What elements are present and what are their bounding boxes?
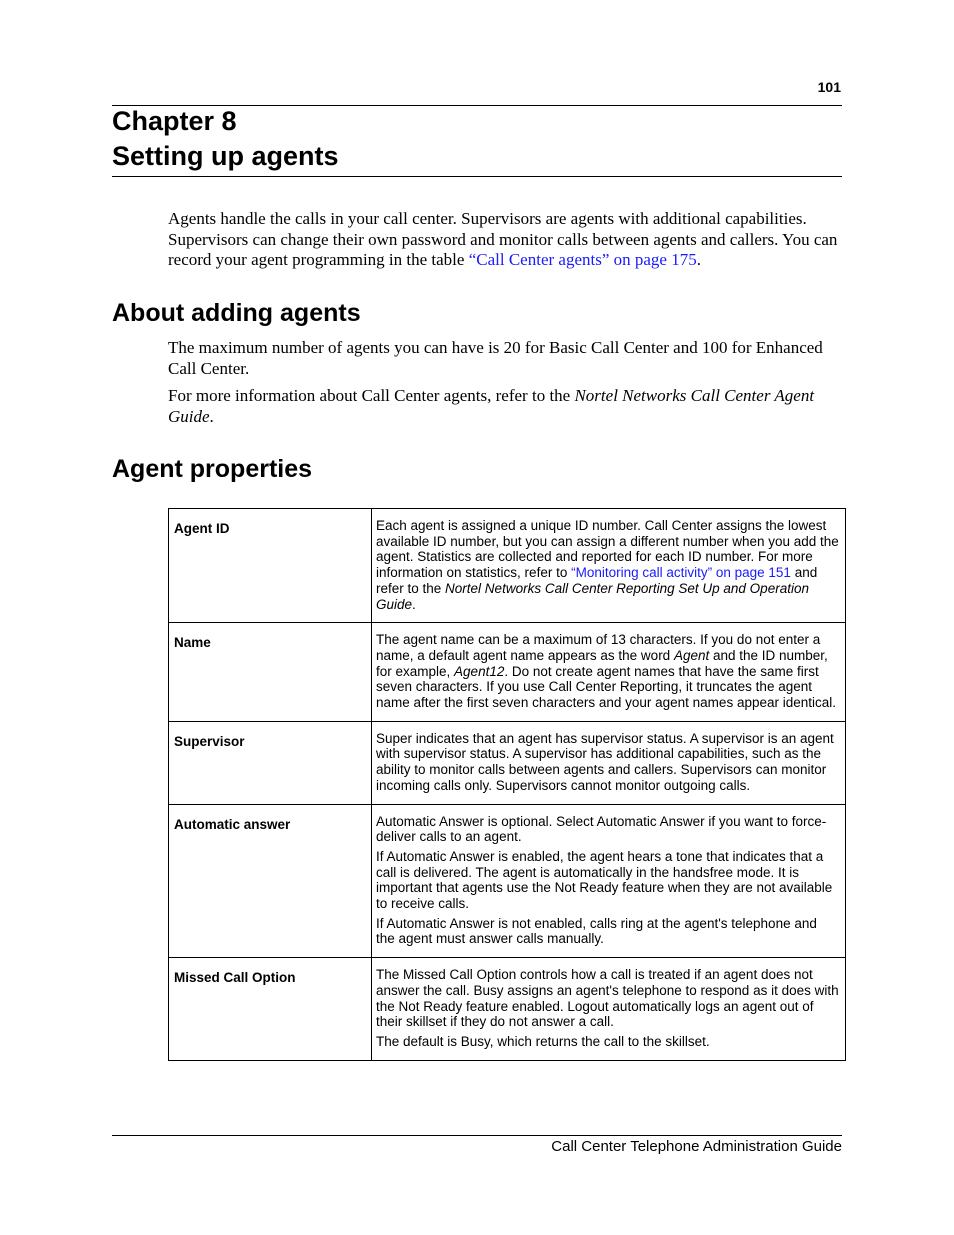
description-text: and refer to the (376, 565, 818, 596)
page-number: 101 (817, 79, 841, 95)
agent-guide-title: Nortel Networks Call Center Agent Guide (168, 386, 815, 426)
table-row (169, 958, 846, 1061)
description-text: . (412, 596, 416, 612)
description-paragraph: Automatic Answer is optional. Select Automatic Answer if you want to force-deliver calls to an agent. (376, 813, 827, 845)
description-paragraph: The Missed Call Option controls how a call is treated if an agent does not answer the call. Busy assigns an agent's telephone to respond as it does with the Not Ready feature enabled. Logout automatically logs an agent out of their skillset if they do not answer a call. (376, 967, 839, 1030)
about-adding-agents-heading: About adding agents (112, 299, 361, 327)
monitoring-call-activity-link[interactable]: “Monitoring call activity” on page 151 (571, 565, 791, 581)
table-row (169, 623, 846, 722)
intro-text: Agents handle the calls in your call center. Supervisors are agents with additional capabilities. Supervisors can change their own password and monitor calls between agents and callers. You can record your agent programming in the table (168, 209, 838, 269)
about-paragraph-2 (168, 386, 848, 427)
row-term: Agent ID (169, 509, 372, 623)
description-text: . Do not create agent names that have the same first seven characters. If you use Call Center Reporting, it truncates the agent name after the first seven characters and your agent names appear identical. (376, 663, 837, 711)
chapter-name: Setting up agents (112, 141, 339, 171)
row-description (372, 804, 846, 958)
reporting-guide-title: Nortel Networks Call Center Reporting Set Up and Operation Guide (376, 580, 809, 612)
row-term: Supervisor (169, 721, 372, 804)
intro-end: . (696, 250, 701, 269)
description-text: and the ID number, for example, (376, 647, 828, 679)
description-paragraph: If Automatic Answer is enabled, the agent hears a tone that indicates that a call is delivered. The agent is automatically in the handsfree mode. It is important that agents use the Not Ready feature when they are not available to receive calls. (376, 848, 833, 912)
footer-rule (112, 1135, 842, 1136)
call-center-agents-link[interactable]: “Call Center agents” on page 175 (468, 250, 697, 269)
footer-title: Call Center Telephone Administration Guide (551, 1138, 842, 1155)
agent-properties-heading: Agent properties (112, 455, 313, 483)
about-p2-text: For more information about Call Center agents, refer to the (168, 386, 575, 405)
chapter-rule (112, 176, 842, 177)
about-p2-end: . (209, 406, 214, 426)
table-row (169, 804, 846, 958)
description-text: The agent name can be a maximum of 13 characters. If you do not enter a name, a default agent name appears as the word (376, 632, 821, 663)
row-description (372, 721, 846, 804)
description-italic: Agent (673, 647, 710, 663)
description-text: Each agent is assigned a unique ID number. Call Center assigns the lowest available ID number, but you can assign a different number when you add the agent. Statistics are collected and reported for each ID number. For more information on statistics, refer to (376, 518, 839, 581)
chapter-title (112, 104, 339, 174)
about-paragraph-1: The maximum number of agents you can have is 20 for Basic Call Center and 100 for Enhanced Call Center. (168, 338, 823, 378)
description-paragraph (376, 632, 839, 711)
agent-properties-table (168, 508, 846, 1061)
description-paragraph: The default is Busy, which returns the call to the skillset. (376, 1033, 710, 1049)
row-term: Automatic answer (169, 804, 372, 958)
table-row (169, 721, 846, 804)
row-term: Name (169, 623, 372, 722)
row-description (372, 509, 846, 623)
description-paragraph: If Automatic Answer is not enabled, calls ring at the agent's telephone and the agent must answer calls manually. (376, 915, 817, 947)
row-term: Missed Call Option (169, 958, 372, 1061)
description-paragraph (376, 518, 839, 612)
row-description (372, 958, 846, 1061)
table-row (169, 509, 846, 623)
chapter-label: Chapter 8 (112, 106, 237, 136)
intro-paragraph (168, 209, 848, 271)
description-italic: Agent12 (454, 663, 505, 679)
description-paragraph: Super indicates that an agent has supervisor status. A supervisor is an agent with supervisor status. A supervisor has additional capabilities, such as the ability to monitor calls between agents and callers. Supervisors can monitor incoming calls only. Supervisors cannot monitor outgoing calls. (376, 730, 834, 793)
row-description (372, 623, 846, 722)
